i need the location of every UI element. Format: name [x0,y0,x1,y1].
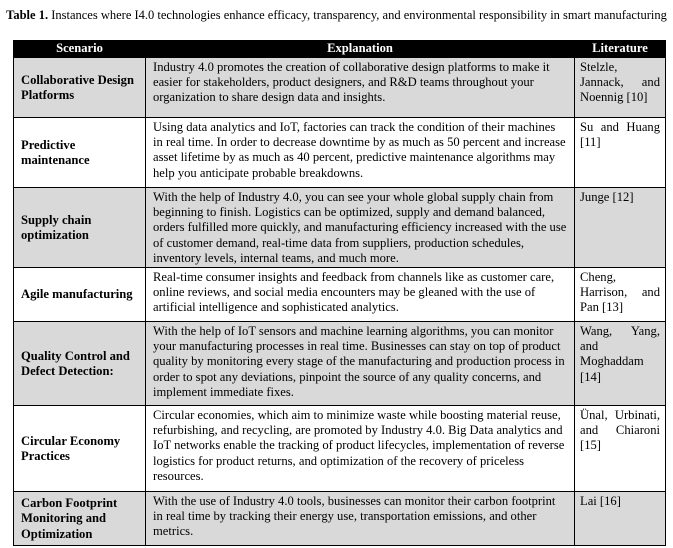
explanation-cell: Circular economies, which aim to minimize waste while boosting material reuse, refurbishing, and recycling, are promoted by Industry 4.0. Big Data analytics and IoT networks enable the tracking of product lifecycles, implementation of reverse logistics for product returns, and optimization of the recovery of priceless resources. [146,406,575,492]
scenario-cell: Supply chain optimization [14,188,146,268]
explanation-cell: Industry 4.0 promotes the creation of collaborative design platforms to make it easier for stakeholders, product designers, and R&D teams throughout your organization to share design data and insights. [146,58,575,118]
table-caption-text: Instances where I4.0 technologies enhance efficacy, transparency, and environmental responsibility in smart manufacturing [48,8,667,22]
literature-cell: Cheng, Harrison, and Pan [13] [575,268,666,322]
table-caption [0,8,673,23]
instances-table [13,40,666,546]
table-row [14,406,666,492]
table-header-row [14,41,666,58]
literature-cell: Ünal, Urbinati, and Chiaroni [15] [575,406,666,492]
table-row [14,322,666,406]
header-literature: Literature [575,41,666,58]
scenario-cell: Carbon Footprint Monitoring and Optimization [14,492,146,546]
literature-cell: Wang, Yang, and Moghaddam [14] [575,322,666,406]
explanation-cell: With the help of IoT sensors and machine learning algorithms, you can monitor your manufacturing processes in real time. Businesses can stay on top of product quality by monitoring every stage of the manufacturing and production process in order to spot any deviations, pinpoint the source of any quality concerns, and implement immediate fixes. [146,322,575,406]
explanation-cell: With the help of Industry 4.0, you can see your whole global supply chain from beginning to finish. Logistics can be optimized, supply and demand balanced, orders fulfilled more quickly, and manufacturing efficiency increased with the use of customer demand, real-time data from suppliers, production schedules, inventory levels, internal teams, and much more. [146,188,575,268]
table-row [14,268,666,322]
scenario-cell: Collaborative Design Platforms [14,58,146,118]
literature-cell: Junge [12] [575,188,666,268]
scenario-cell: Quality Control and Defect Detection: [14,322,146,406]
literature-cell: Stelzle, Jannack, and Noennig [10] [575,58,666,118]
explanation-cell: Real-time consumer insights and feedback from channels like as customer care, online reviews, and social media encounters may be gleaned with the use of artificial intelligence and sophisticated analytics. [146,268,575,322]
table-label: Table 1. [6,8,49,22]
header-scenario: Scenario [14,41,146,58]
table-row [14,118,666,188]
header-explanation: Explanation [146,41,575,58]
explanation-cell: With the use of Industry 4.0 tools, businesses can monitor their carbon footprint in real time by tracking their energy use, transportation emissions, and other metrics. [146,492,575,546]
table-row [14,492,666,546]
table-row [14,58,666,118]
table-row [14,188,666,268]
literature-cell: Lai [16] [575,492,666,546]
scenario-cell: Circular Economy Practices [14,406,146,492]
scenario-cell: Agile manufacturing [14,268,146,322]
explanation-cell: Using data analytics and IoT, factories can track the condition of their machines in real time. In order to decrease downtime by as much as 50 percent and increase asset lifetime by as much as 40 percent, predictive maintenance algorithms may help you anticipate probable breakdowns. [146,118,575,188]
literature-cell: Su and Huang [11] [575,118,666,188]
scenario-cell: Predictive maintenance [14,118,146,188]
